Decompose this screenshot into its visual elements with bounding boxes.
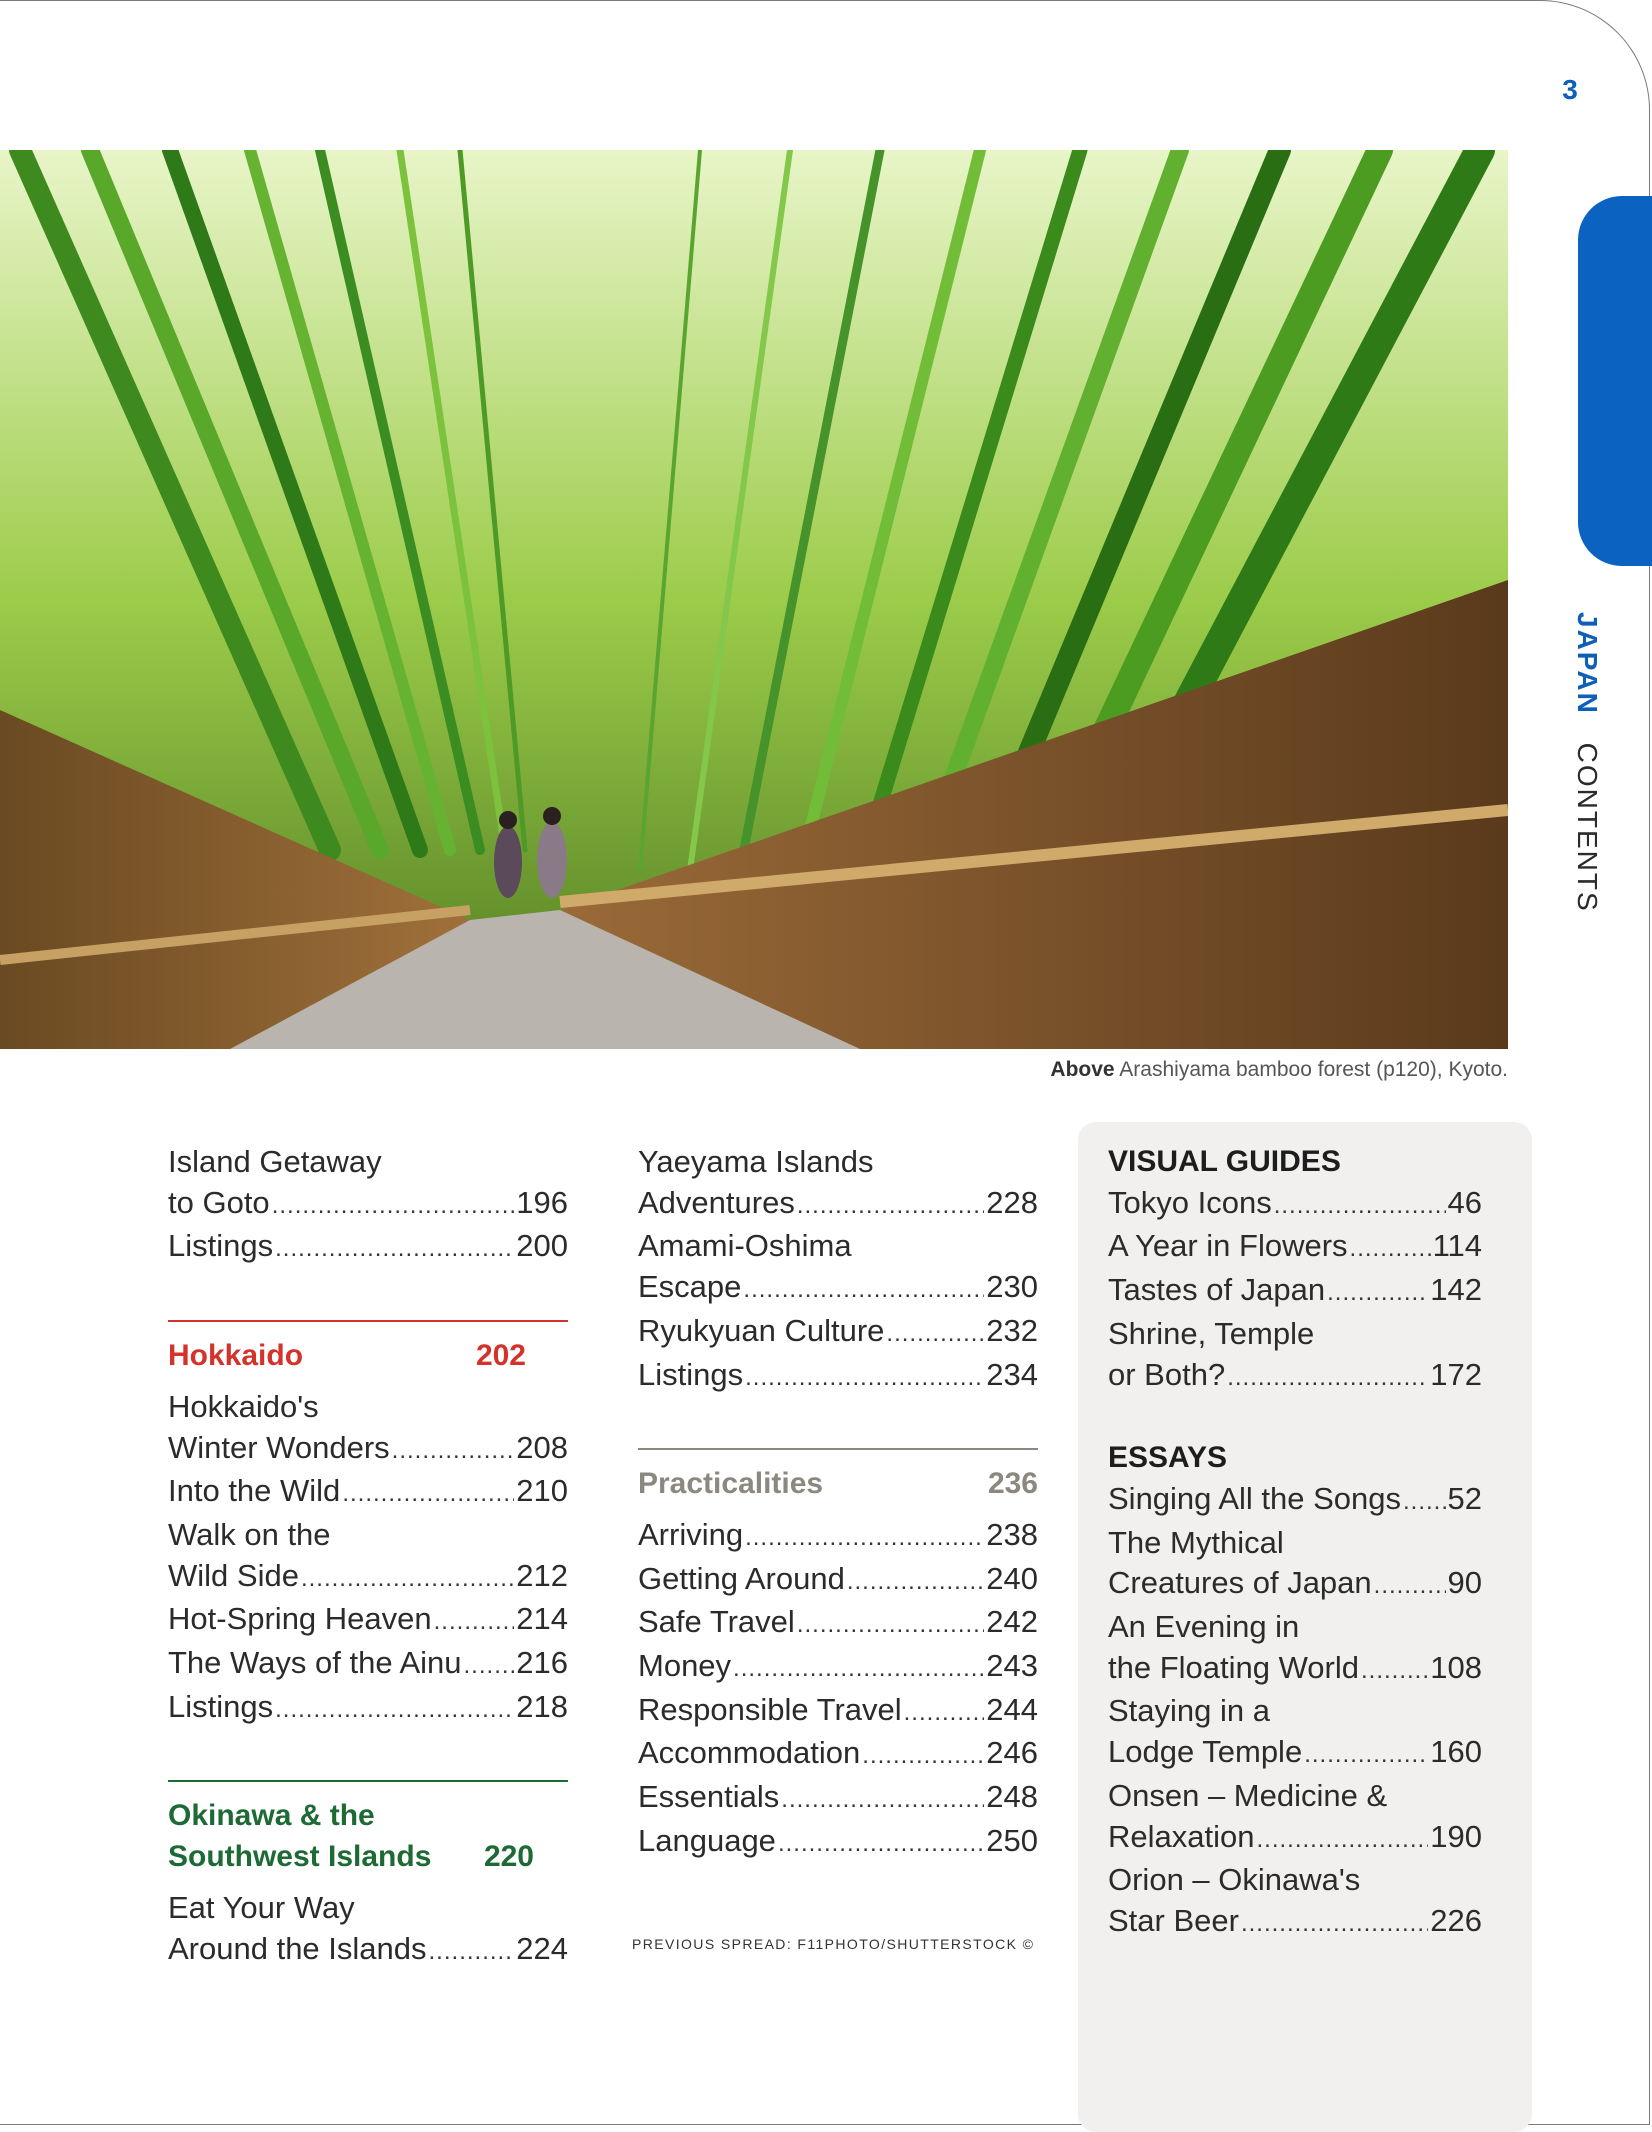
- toc-entry[interactable]: [638, 1142, 1038, 1226]
- entry-page: 208: [516, 1429, 568, 1465]
- entry-title: Singing All the Songs: [1108, 1480, 1401, 1516]
- entry-title: Listings: [168, 1688, 274, 1724]
- toc-entry[interactable]: [638, 1311, 1038, 1355]
- caption-lead: Above: [1050, 1058, 1115, 1081]
- toc-entry[interactable]: [638, 1226, 1038, 1310]
- entry-page: 246: [986, 1735, 1038, 1771]
- entry-title: Escape: [638, 1269, 742, 1305]
- photo-credit: PREVIOUS SPREAD: F11PHOTO/SHUTTERSTOCK ©: [632, 1936, 1035, 1952]
- toc-entry[interactable]: [1108, 1523, 1482, 1607]
- toc-entry[interactable]: [638, 1690, 1038, 1734]
- entry-title: Ryukyuan Culture: [638, 1312, 885, 1348]
- toc-column-3: [1108, 1142, 1482, 1945]
- section-title: Hokkaido: [168, 1339, 304, 1373]
- entry-page: 114: [1432, 1228, 1482, 1264]
- entry-title: Star Beer: [1108, 1902, 1239, 1938]
- entry-title: to Goto: [168, 1184, 270, 1220]
- bamboo-forest-image: [0, 150, 1508, 1049]
- toc-entry[interactable]: [638, 1602, 1038, 1646]
- entry-title: Hot-Spring Heaven: [168, 1601, 432, 1637]
- entry-page: 52: [1447, 1480, 1482, 1516]
- toc-entry[interactable]: [1108, 1607, 1482, 1691]
- toc-entry[interactable]: [1108, 1314, 1482, 1398]
- section-heading-practicalities[interactable]: [638, 1464, 1038, 1505]
- entry-line1: Yaeyama Islands: [638, 1144, 874, 1179]
- entry-title: A Year in Flowers: [1108, 1228, 1348, 1264]
- toc-column-2: [638, 1142, 1038, 1865]
- section-title-line1: Okinawa & the: [168, 1799, 375, 1833]
- section-divider: [168, 1780, 568, 1782]
- toc-entry[interactable]: [168, 1142, 568, 1226]
- entry-page: 244: [986, 1691, 1038, 1727]
- entry-line1: Staying in a: [1108, 1693, 1270, 1729]
- entry-page: 196: [516, 1184, 568, 1220]
- toc-entry[interactable]: [168, 1515, 568, 1599]
- entry-page: 212: [516, 1557, 568, 1593]
- entry-title: Lodge Temple: [1108, 1734, 1303, 1770]
- side-label-contents: CONTENTS: [1572, 742, 1603, 913]
- toc-entry[interactable]: [168, 1226, 568, 1270]
- entry-line1: Orion – Okinawa's: [1108, 1862, 1361, 1898]
- section-page: 220: [483, 1840, 534, 1874]
- entry-page: 218: [516, 1688, 568, 1724]
- entry-line1: Hokkaido's: [168, 1388, 319, 1424]
- toc-entry[interactable]: [1108, 1183, 1482, 1227]
- toc-entry[interactable]: [1108, 1270, 1482, 1314]
- entry-title: Arriving: [638, 1516, 744, 1552]
- entry-title: the Floating World: [1108, 1649, 1359, 1685]
- entry-line1: Eat Your Way: [168, 1889, 355, 1925]
- caption-text: Arashiyama bamboo forest (p120), Kyoto.: [1119, 1058, 1508, 1081]
- hero-photo: [0, 150, 1508, 1049]
- entry-line1: Onsen – Medicine &: [1108, 1777, 1388, 1813]
- entry-title: The Ways of the Ainu: [168, 1645, 462, 1681]
- toc-entry[interactable]: [638, 1777, 1038, 1821]
- entry-title: Listings: [168, 1228, 274, 1264]
- entry-title: Money: [638, 1648, 732, 1684]
- entry-page: 216: [516, 1645, 568, 1681]
- entry-title: Wild Side: [168, 1557, 299, 1593]
- entry-page: 214: [516, 1601, 568, 1637]
- toc-entry[interactable]: [638, 1733, 1038, 1777]
- entry-line1: Shrine, Temple: [1108, 1315, 1315, 1351]
- toc-entry[interactable]: [168, 1387, 568, 1471]
- entry-title: or Both?: [1108, 1356, 1226, 1392]
- photo-caption: [1050, 1058, 1508, 1082]
- section-heading-okinawa[interactable]: [168, 1796, 568, 1877]
- section-page: 236: [987, 1467, 1038, 1501]
- entry-page: 224: [516, 1930, 568, 1966]
- section-divider: [168, 1320, 568, 1322]
- entry-page: 234: [986, 1356, 1038, 1392]
- toc-entry[interactable]: [638, 1515, 1038, 1559]
- entry-title: Tokyo Icons: [1108, 1184, 1272, 1220]
- side-label-japan: JAPAN: [1572, 612, 1603, 715]
- toc-entry[interactable]: [638, 1646, 1038, 1690]
- toc-entry[interactable]: [1108, 1860, 1482, 1944]
- entry-page: 243: [986, 1648, 1038, 1684]
- entry-title: Winter Wonders: [168, 1429, 390, 1465]
- entry-title: Accommodation: [638, 1735, 861, 1771]
- toc-entry[interactable]: [168, 1888, 568, 1972]
- entry-page: 242: [986, 1604, 1038, 1640]
- entry-line1: Island Getaway: [168, 1144, 382, 1179]
- toc-entry[interactable]: [168, 1643, 568, 1687]
- entry-page: 230: [986, 1269, 1038, 1305]
- entry-title: Into the Wild: [168, 1473, 341, 1509]
- entry-page: 200: [516, 1228, 568, 1264]
- entry-page: 142: [1430, 1272, 1482, 1308]
- section-page: 202: [475, 1339, 526, 1373]
- section-title: Practicalities: [638, 1467, 824, 1501]
- toc-entry[interactable]: [638, 1559, 1038, 1603]
- entry-title: Adventures: [638, 1184, 795, 1220]
- entry-title: Getting Around: [638, 1560, 845, 1596]
- section-divider: [638, 1448, 1038, 1450]
- entry-page: 190: [1430, 1818, 1482, 1854]
- toc-entry[interactable]: [168, 1687, 568, 1731]
- entry-line1: An Evening in: [1108, 1609, 1300, 1645]
- side-running-title: [1571, 612, 1603, 913]
- entry-line1: The Mythical: [1108, 1524, 1284, 1560]
- toc-entry[interactable]: [1108, 1776, 1482, 1860]
- entry-title: Listings: [638, 1356, 744, 1392]
- section-heading-hokkaido[interactable]: [168, 1336, 568, 1377]
- entry-title: Essentials: [638, 1779, 780, 1815]
- entry-page: 248: [986, 1779, 1038, 1815]
- entry-page: 238: [986, 1516, 1038, 1552]
- entry-page: 90: [1447, 1565, 1482, 1601]
- entry-page: 210: [516, 1473, 568, 1509]
- toc-entry[interactable]: [1108, 1691, 1482, 1775]
- entry-page: 228: [986, 1184, 1038, 1220]
- page-number: 3: [1562, 74, 1578, 105]
- entry-line1: Amami-Oshima: [638, 1228, 852, 1264]
- section-title-line2: Southwest Islands: [168, 1840, 432, 1874]
- toc-entry[interactable]: [638, 1821, 1038, 1865]
- toc-column-1: [168, 1142, 568, 1972]
- toc-entry[interactable]: [638, 1355, 1038, 1399]
- entry-page: 226: [1430, 1902, 1482, 1938]
- entry-page: 232: [986, 1312, 1038, 1348]
- entry-title: Creatures of Japan: [1108, 1565, 1372, 1601]
- essays-heading: ESSAYS: [1108, 1441, 1227, 1475]
- entry-page: 46: [1447, 1184, 1482, 1220]
- entry-page: 250: [986, 1822, 1038, 1858]
- entry-page: 172: [1430, 1356, 1482, 1392]
- toc-entry[interactable]: [1108, 1479, 1482, 1523]
- entry-title: Language: [638, 1822, 776, 1858]
- entry-page: 160: [1430, 1734, 1482, 1770]
- entry-page: 240: [986, 1560, 1038, 1596]
- entry-title: Around the Islands: [168, 1930, 427, 1966]
- entry-page: 108: [1430, 1649, 1482, 1685]
- toc-entry[interactable]: [168, 1599, 568, 1643]
- toc-entry[interactable]: [168, 1471, 568, 1515]
- entry-title: Tastes of Japan: [1108, 1272, 1326, 1308]
- entry-title: Responsible Travel: [638, 1691, 902, 1727]
- entry-line1: Walk on the: [168, 1516, 331, 1552]
- entry-title: Relaxation: [1108, 1818, 1255, 1854]
- chapter-tab[interactable]: [1578, 196, 1652, 566]
- entry-title: Safe Travel: [638, 1604, 795, 1640]
- toc-entry[interactable]: [1108, 1226, 1482, 1270]
- visual-guides-heading: VISUAL GUIDES: [1108, 1145, 1341, 1178]
